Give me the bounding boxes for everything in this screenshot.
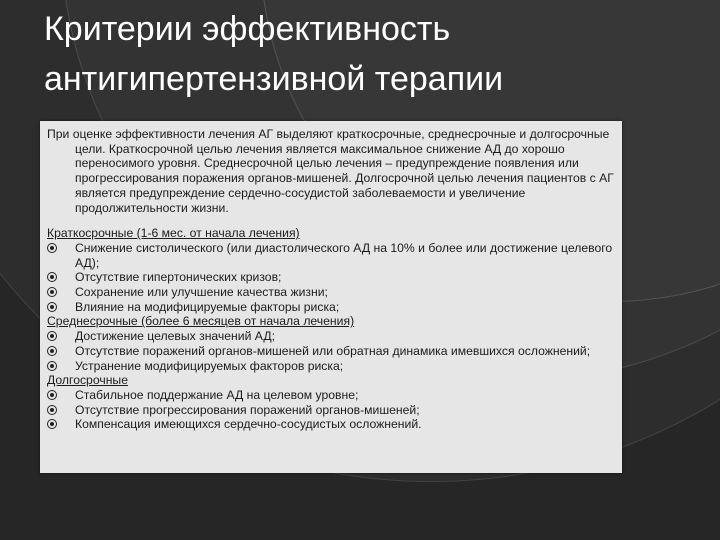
list-item xyxy=(47,329,627,344)
list-item xyxy=(47,241,627,270)
list-item-text: Влияние на модифицируемые факторы риска; xyxy=(75,299,340,314)
list-item xyxy=(47,403,627,418)
section-heading-long-term: Долгосрочные xyxy=(47,373,128,388)
list-item-text: Отсутствие прогрессирования поражений органов-мишеней; xyxy=(75,402,420,417)
circle-dot-icon xyxy=(47,287,57,297)
list-item-text: Отсутствие гипертонических кризов; xyxy=(75,270,282,285)
list-item xyxy=(47,388,627,403)
circle-dot-icon xyxy=(47,243,57,253)
list-item xyxy=(47,300,627,315)
circle-dot-icon xyxy=(47,405,57,415)
circle-dot-icon xyxy=(47,419,57,429)
list-item-text: Отсутствие поражений органов-мишеней или обратная динамика имевшихся осложнений; xyxy=(75,343,591,358)
list-item-text: Устранение модифицируемых факторов риска; xyxy=(75,358,344,373)
section-heading-short-term: Краткосрочные (1-6 мес. от начала лечения) xyxy=(47,226,300,241)
list-item xyxy=(47,344,627,359)
mid-term-list xyxy=(47,329,627,373)
circle-dot-icon xyxy=(47,390,57,400)
list-item-text: Достижение целевых значений АД; xyxy=(75,329,275,344)
circle-dot-icon xyxy=(47,331,57,341)
circle-dot-icon xyxy=(47,346,57,356)
list-item xyxy=(47,285,627,300)
list-item-text: Стабильное поддержание АД на целевом уровне; xyxy=(75,387,359,402)
long-term-list xyxy=(47,388,627,432)
slide-content xyxy=(47,127,627,432)
list-item-text: Снижение систолического (или диастолического АД на 10% и более или достижение целевого АД); xyxy=(75,240,613,270)
list-item xyxy=(47,270,627,285)
list-item-text: Сохранение или улучшение качества жизни; xyxy=(75,285,328,300)
circle-dot-icon xyxy=(47,361,57,371)
list-item xyxy=(47,359,627,374)
list-item xyxy=(47,417,627,432)
circle-dot-icon xyxy=(47,272,57,282)
list-item-text: Компенсация имеющихся сердечно-сосудистых осложнений. xyxy=(75,417,422,432)
section-heading-mid-term: Среднесрочные (более 6 месяцев от начала лечения) xyxy=(47,314,355,329)
circle-dot-icon xyxy=(47,302,57,312)
short-term-list xyxy=(47,241,627,315)
intro-paragraph: При оценке эффективности лечения АГ выделяют краткосрочные, среднесрочные и долгосрочные цели. Краткосрочной целью лечения является максимальное снижение АД до хорошо переносимого уровня. Среднесрочной целью лечения – предупреждение появления или прогрессирования поражения органов-мишеней. Долгосрочной целью лечения пациентов с АГ является предупреждение сердечно-сосудистой заболеваемости и увеличение продолжительности жизни. xyxy=(47,127,614,215)
slide-title: Критерии эффективность антигипертензивной терапии xyxy=(44,10,504,98)
